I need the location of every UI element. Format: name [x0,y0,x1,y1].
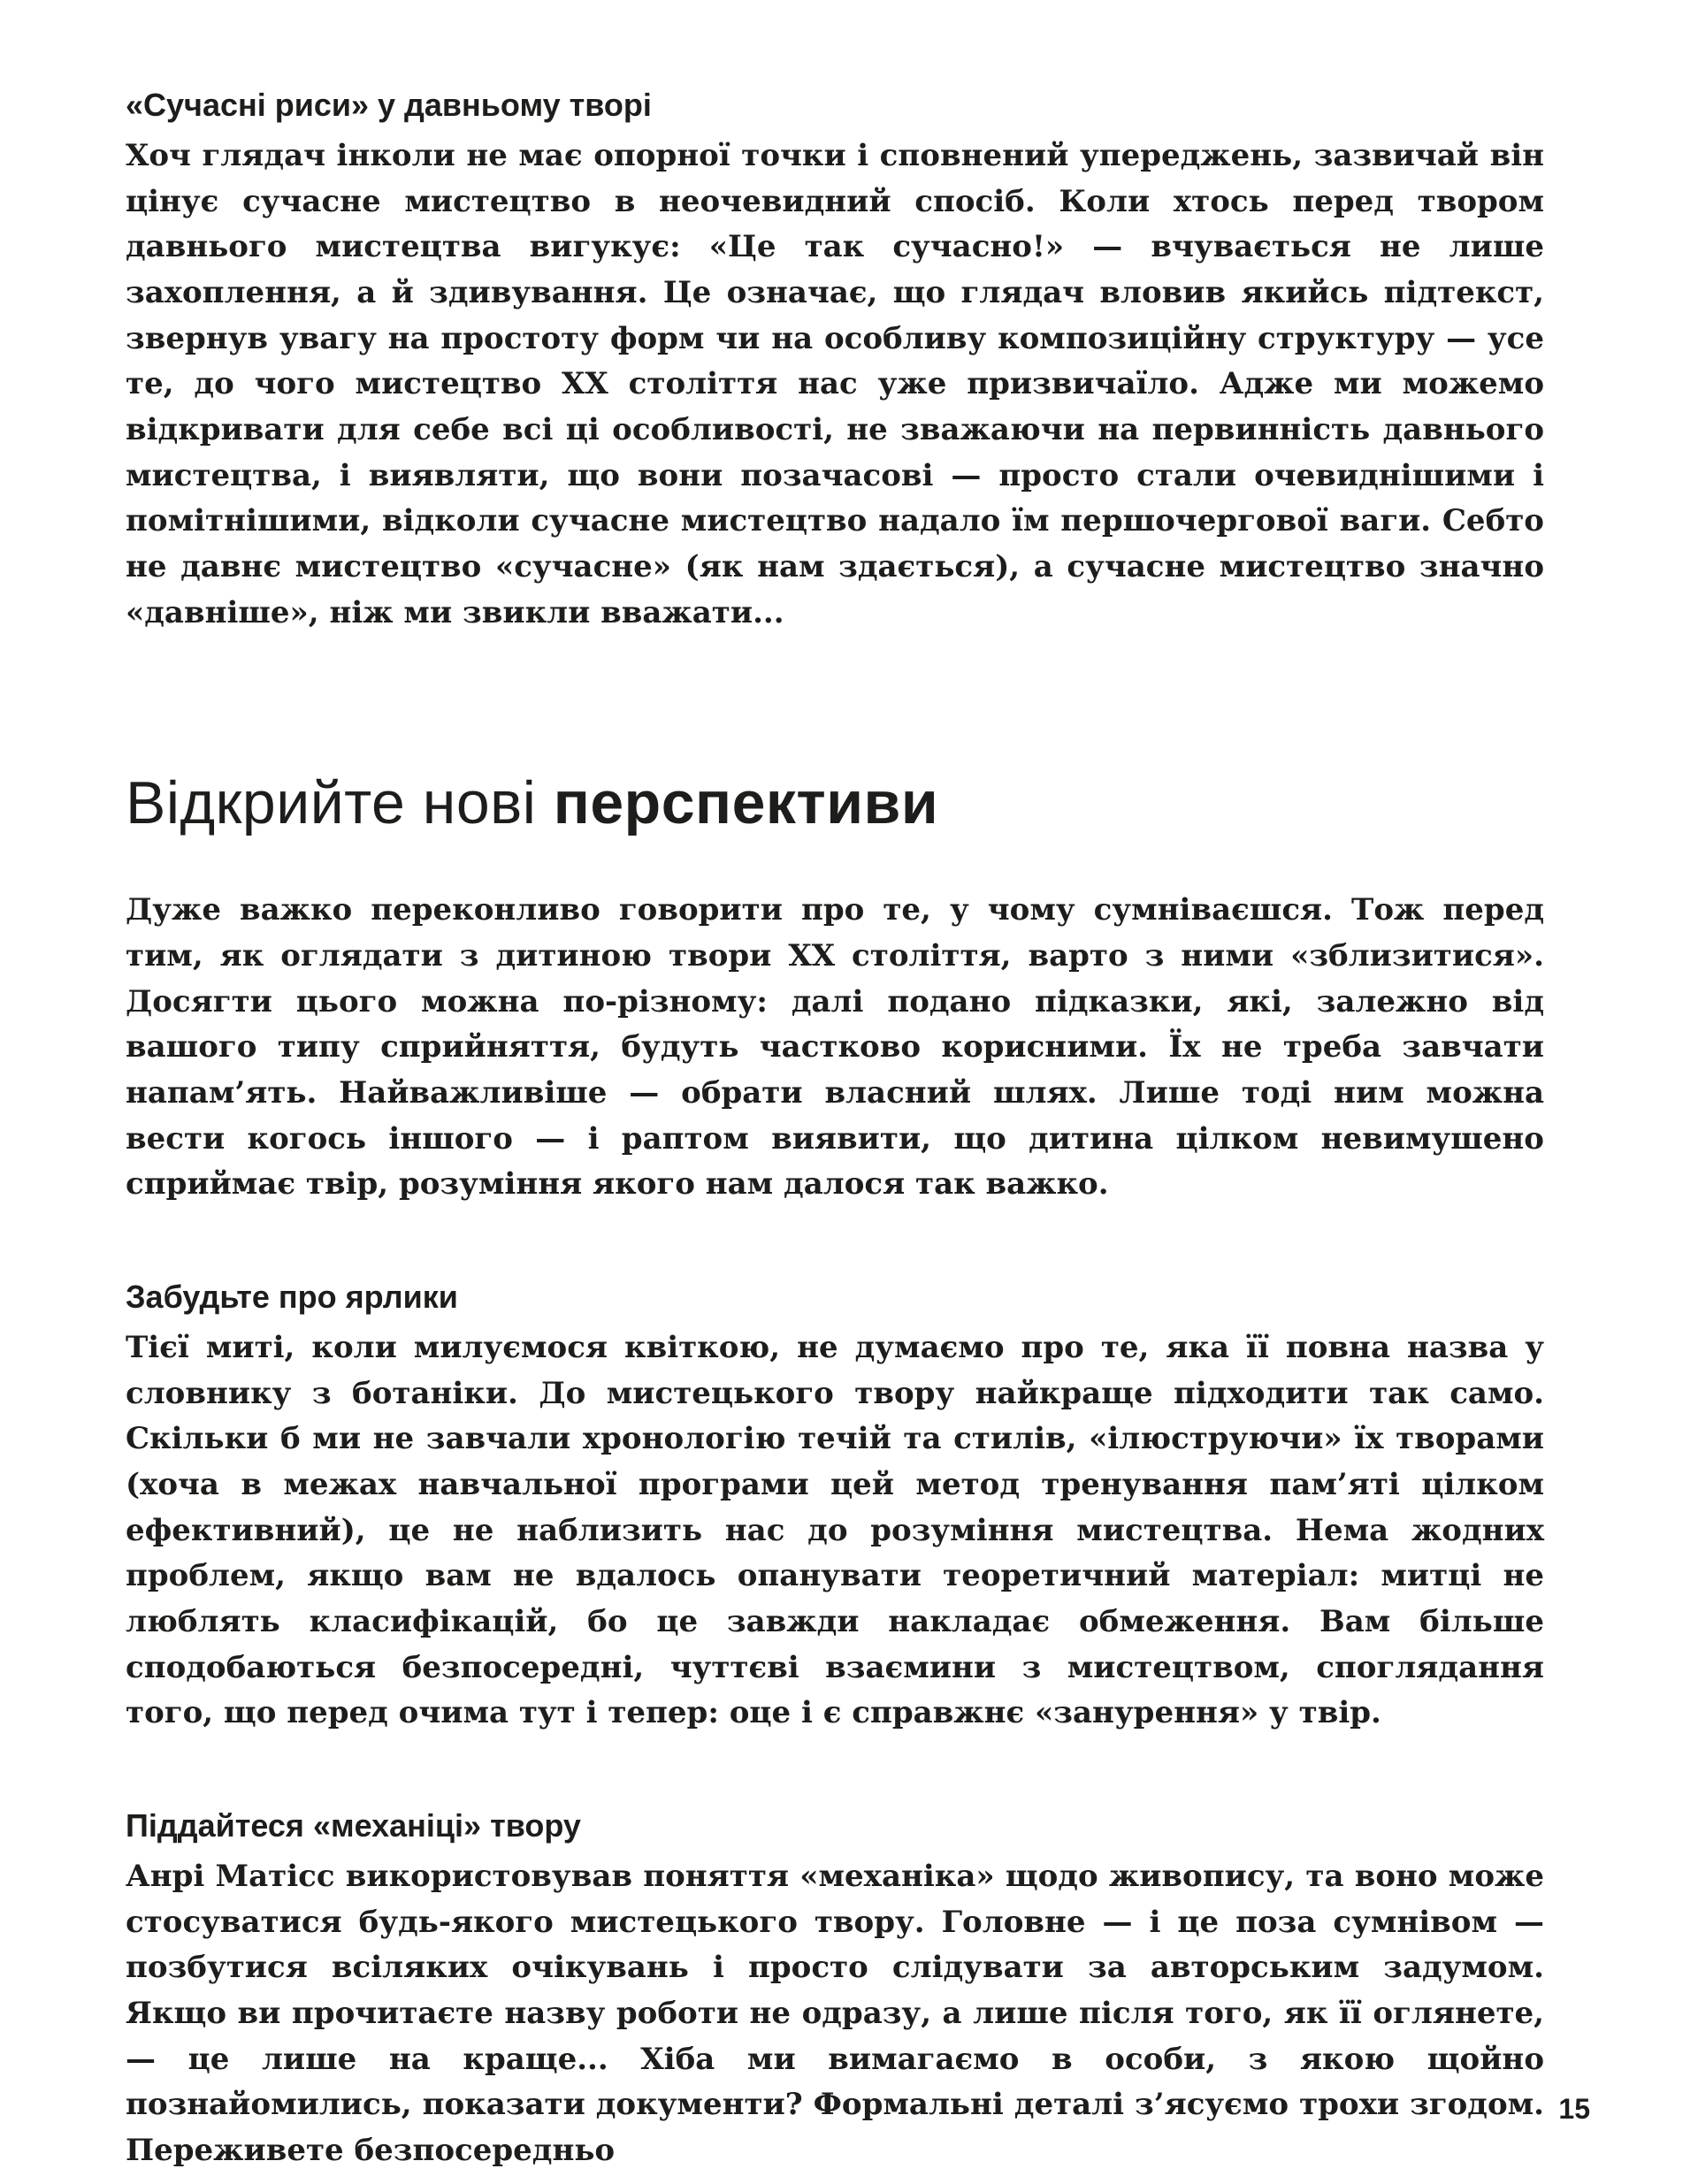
chapter-title-bold-part: перспективи [553,769,939,837]
chapter-title-light-part: Відкрийте нові [126,769,554,837]
section-heading-modern-traits: «Сучасні риси» у давньому творі [126,87,652,123]
chapter-title [126,770,1544,836]
paragraph-modern-traits: Хоч глядач інколи не має опорної точки і сповнений упереджень, зазвичай він цінує сучасне мистецтво в неочевидний спосіб. Коли хтось перед твором давнього мистецтва вигукує: «Це так сучасно!» — вчувається не лише захоплення, а й здивування. Це означає, що глядач вловив якийсь підтекст, звернув увагу на простоту форм чи на особливу композиційну структуру — усе те, до чого мистецтво ХХ століття нас уже призвичаїло. Адже ми можемо відкривати для себе всі ці особливості, не зважаючи на первинність давнього мистецтва, і виявляти, що вони позачасові — просто стали очевиднішими і помітнішими, відколи сучасне мистецтво надало їм першочергової ваги. Себто не давнє мистецтво «сучасне» (як нам здається), а сучасне мистецтво значно «давніше», ніж ми звикли вважати... [126,138,1544,630]
section-heading-forget-labels: Забудьте про ярлики [126,1278,458,1315]
section-heading-mechanics: Піддайтеся «механіці» твору [126,1806,581,1844]
paragraph-mechanics: Анрі Матісс використовував поняття «механіка» щодо живопису, та воно може стосуватися будь-якого мистецького твору. Головне — і це поза сумнівом — позбутися всіляких очікувань і просто слідувати за авторським задумом. Якщо ви прочитаєте назву роботи не одразу, а лише після того, як її оглянете, — це лише на краще... Хіба ми вимагаємо в особи, з якою щойно познайомились, показати документи? Формальні деталі з’ясуємо трохи згодом. Переживете безпосередньо [126,1858,1544,2168]
text-column [126,85,1544,2174]
paragraph-forget-labels: Тієї миті, коли милуємося квіткою, не думаємо про те, яка її повна назва у словнику з ботаніки. До мистецького твору найкраще підходити так само. Скільки б ми не завчали хронологію течій та стилів, «ілюструючи» їх творами (хоча в межах навчальної програми цей метод тренування пам’яті цілком ефективний), це не наблизить нас до розуміння мистецтва. Нема жодних проблем, якщо вам не вдалось опанувати теоретичний матеріал: митці не люблять класифікацій, бо це завжди накладає обмеження. Вам більше сподобаються безпосередні, чуттєві взаємини з мистецтвом, споглядання того, що перед очима тут і тепер: оце і є справжнє «занурення» у твір. [126,1329,1544,1731]
paragraph-intro: Дуже важко переконливо говорити про те, у чому сумніваєшся. Тож перед тим, як оглядати з дитиною твори ХХ століття, варто з ними «зблизитися». Досягти цього можна по-різному: далі подано підказки, які, залежно від вашого типу сприйняття, будуть частково корисними. Їх не треба завчати напам’ять. Найважливіше — обрати власний шлях. Лише тоді ним можна вести когось іншого — і раптом виявити, що дитина цілком невимушено сприймає твір, розуміння якого нам далося так важко. [126,892,1544,1203]
page-number: 15 [1558,2093,1590,2125]
